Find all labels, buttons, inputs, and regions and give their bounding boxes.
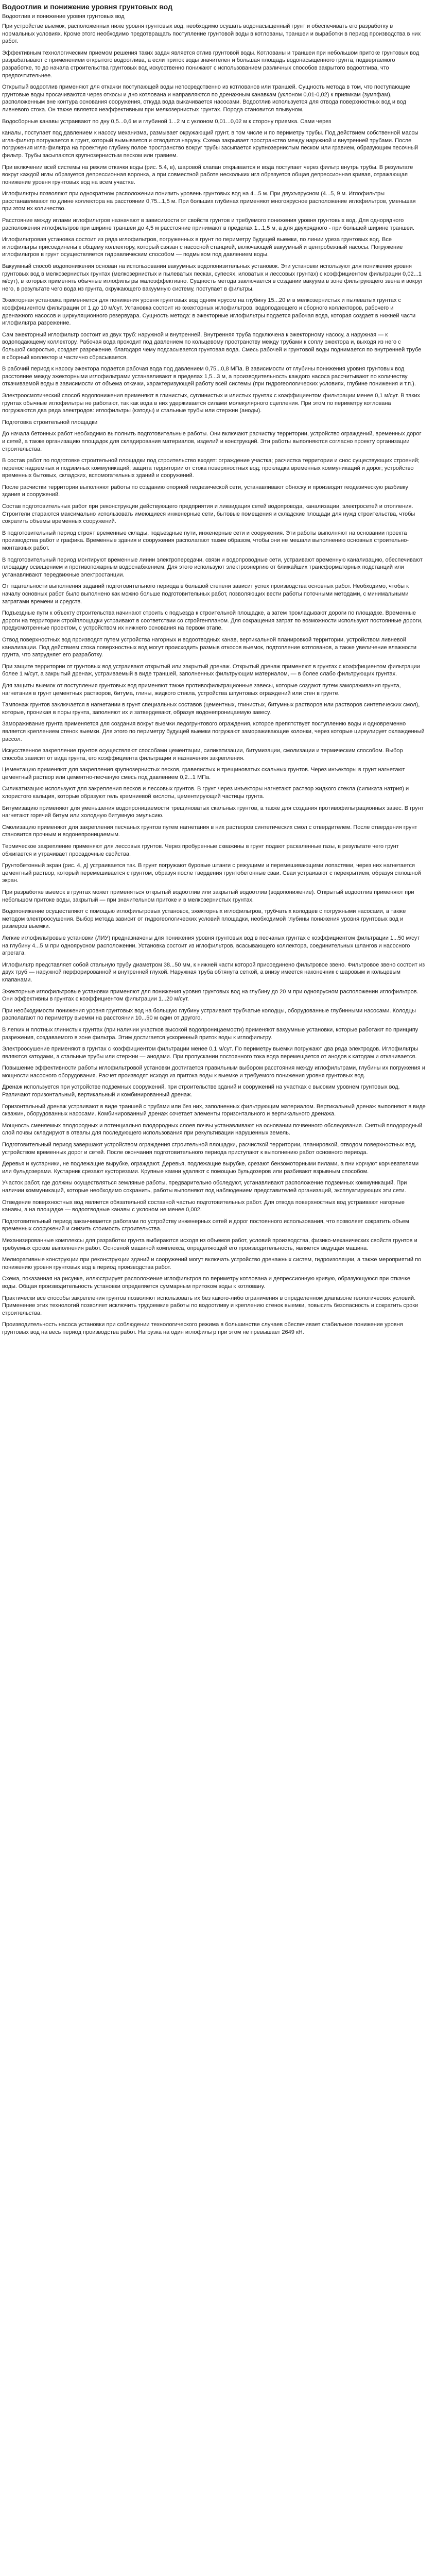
paragraph: Подготовка строительной площадки	[2, 419, 98, 426]
paragraph: Битумизацию применяют для уменьшения водопроницаемости трещиноватых скальных грунтов, а также для создания противофильтрационных завес. В грунт нагнетают горячий битум или холодную битумную эмульсию.	[2, 805, 424, 819]
paragraph: Иглофильтр представляет собой стальную трубу диаметром 38...50 мм, к нижней части которой присоединено фильтровое звено. Фильтровое звено состоит из двух труб — наружной перфорированной и внутренней глухой. Наружная труба обтянута сеткой, а внизу имеется наконечник с шаровым и кольцевым клапанами.	[2, 961, 425, 983]
paragraph: В подготовительный период строят временные склады, подъездные пути, инженерные сети и сооружения. Эти работы выполняют на основании проекта производства работ и графика. Временные здания и сооружения располагают таким образом, чтобы они не мешали выполнению основных строительно-монтажных работ.	[2, 530, 409, 552]
paragraph: Грунтобетонный экран (рис. 4, д) устраивается так. В грунт погружают буровые штанги с режущими и перемешивающими лопастями, через них нагнетается цементный раствор, который перемешивается с грунтом, образуя после твердения грунтобетонные сваи. Сваи устраивают с перекрытием, образуя сплошной экран.	[2, 862, 421, 884]
paragraph: Эжекторные иглофильтровые установки применяют для понижения уровня грунтовых вод на глубину до 20 м при одноярусном расположении иглофильтров. Они эффективны в грунтах с коэффициентом фильтрации 1...20 м/сут.	[2, 988, 418, 1003]
page-subtitle: Водоотлив и понижение уровня грунтовых вод	[2, 13, 125, 20]
paragraph: Вакуумный способ водопонижения основан на использовании вакуумных водопонизительных установок. Эти установки используют для понижения уровня грунтовых вод в мелкозернистых грунтах (мелкозернистых и пылеватых песках, супесях, иловатых и лессовых грунтах) с коэффициентом фильтрации 0,02...1 м/сут), в которых применять обычные иглофильтры малоэффективно. Сущность метода заключается в создании вакуума в зоне фильтрующего звена и вокруг него, в результате чего вода из грунта, окружающего вакуумную систему, поступает в фильтры.	[2, 263, 423, 292]
paragraph: Дренаж используется при устройстве подземных сооружений, при строительстве зданий и сооружений на участках с высоким уровнем грунтовых вод. Различают горизонтальный, вертикальный и комбинированный дренаж.	[2, 1084, 400, 1098]
paragraph: Водосборные канавы устраивают по дну 0,5...0,6 м и глубиной 1...2 м с уклоном 0,01...0,02 м к сторону приямка. Сами через	[2, 118, 332, 125]
article-body	[2, 23, 426, 1336]
paragraph: Открытый водоотлив применяют для откачки поступающей воды непосредственно из котлованов или траншей. Сущность метода в том, что поступающие грунтовые воды просачиваются через откосы и дно котлована и направляются по дренажным канавкам (уклоном 0,01-0,02) к приямкам (зумпфам), расположенным вне контура основания сооружения, откуда вода выкачивается насосами. Водоотлив используется для отвода поверхностных вод и вод ливневого стока. Он также является неэффективным при мелкозернистых грунтах. Порода становится плывуном.	[2, 84, 410, 113]
paragraph: В состав работ по подготовке строительной площадки под строительство входят: ограждение участка; расчистка территории и снос существующих строений; перенос надземных и подземных коммуникаций; защита территории от стока поверхностных вод; прокладка временных коммуникаций и дорог; устройство временных бытовых, складских, вспомогательных зданий и сооружений.	[2, 457, 420, 479]
paragraph: Замораживание грунта применяется для создания вокруг выемки ледогрунтового ограждения, которое препятствует поступлению воды и одновременно является креплением стенок выемки. Для этого по периметру будущей выемки погружают замораживающие колонки, через которые циркулирует охлажденный рассол.	[2, 721, 425, 742]
paragraph: При устройстве выемок, расположенных ниже уровня грунтовых вод, необходимо осушать водонасыщенный грунт и обеспечивать его разработку в нормальных условиях. Кроме этого необходимо предотвращать поступление грунтовой воды в котлованы, траншеи и выработки в период производства в них работ.	[2, 23, 421, 45]
paragraph: Подъездные пути к объекту строительства начинают строить с подъезда к строительной площадке, а затем прокладывают дороги по площадке. Временные дороги на территории стройплощадки устраивают в соответствии со стройгенпланом. Для сокращения затрат по возможности используют постоянные дороги, предусмотренные проектом, с устройством их нижнего основания на первом этапе.	[2, 610, 423, 632]
paragraph: При включении всей системы на режим откачки воды (рис. 5.4, в), шаровой клапан открывается и вода поступает через фильтр внутрь трубы. В результате вокруг каждой иглы образуется депрессионная воронка, а при совместной работе нескольких игл образуется общая депрессионная кривая, отражающая понижение уровня грунтовых вод на всем участке.	[2, 164, 413, 185]
paragraph: Искусственное закрепление грунтов осуществляют способами цементации, силикатизации, битумизации, смолизации и термическим способом. Выбор способа зависит от вида грунта, его коэффициента фильтрации и назначения закрепления.	[2, 748, 403, 761]
paragraph: Производительность насоса установки при соблюдении технологического режима в большинстве случаев обеспечивает стабильное понижение уровня грунтовых вод на весь период производства работ. Нагрузка на один иглофильтр при этом не превышает 2649 кН.	[2, 1321, 403, 1335]
paragraph: Мощность сменяемых плодородных и потенциально плодородных слоев почвы устанавливают на основании почвенного обследования. Снятый плодородный слой почвы складируют в отвалы для последующего использования при рекультивации нарушенных земель.	[2, 1122, 423, 1137]
paragraph: Для защиты выемок от поступления грунтовых вод применяют также противофильтрационные завесы, которые создают путем замораживания грунта, нагнетания в грунт цементных растворов, битума, глины, жидкого стекла, устройства шпунтовых ограждений или стен в грунте.	[2, 682, 401, 697]
paragraph: Электроосушение применяют в грунтах с коэффициентом фильтрации менее 0,1 м/сут. По периметру выемки погружают два ряда электродов. Иглофильтры являются катодами, а стальные трубы или стержни — анодами. При пропускании постоянного тока вода перемещается от анодов к катодам и откачивается.	[2, 1046, 418, 1060]
paragraph: Деревья и кустарники, не подлежащие вырубке, ограждают. Деревья, подлежащие вырубке, срезают бензомоторными пилами, а пни корчуют корчевателями или бульдозерами. Кустарник срезают кусторезами. Крупные камни удаляют с помощью бульдозеров или разбивают взрывным способом.	[2, 1161, 419, 1175]
paragraph: Эффективным технологическим приемом решения таких задач является отлив грунтовой воды. Котлованы и траншеи при небольшом притоке грунтовых вод разрабатывают с применением открытого водоотлива, а если приток воды значителен и большая площадь водонасыщенного грунта, подвергаемого разработке, то до начала строительства грунтовых вод искусственно понижают с использованием различных способов закрытого водоотлива, что предпочтительнее.	[2, 49, 420, 79]
paragraph: В легких и плотных глинистых грунтах (при наличии участков высокой водопроницаемости) применяют вакуумные установки, которые работают по принципу разрежения, создаваемого в зоне фильтра. Этим достигается ускоренный приток воды к иглофильтру.	[2, 1026, 418, 1041]
paragraph: Легкие иглофильтровые установки (ЛИУ) предназначены для понижения уровня грунтовых вод в песчаных грунтах с коэффициентом фильтрации 1...50 м/сут на глубину 4...5 м при одноярусном расположении. Установка состоит из иглофильтров, всасывающего коллектора, соединительных шлангов и насосного агрегата.	[2, 935, 420, 957]
paragraph: Иглофильтры позволяют при однократном расположении понизить уровень грунтовых вод на 4...5 м. При двухъярусном (4...5, 9 м. Иглофильтры расстанавливают по длине коллектора на расстоянии 0,75...1,5 м. При больших глубинах применяют многоярусное расположение иглофильтров, уменьшая при этом их количество.	[2, 191, 416, 212]
paragraph: Тампонаж грунтов заключается в нагнетании в грунт специальных составов (цементных, глинистых, битумных растворов или растворов синтетических смол), которые, проникая в поры грунта, заполняют их и затвердевают, образуя водонепроницаемую завесу.	[2, 702, 420, 716]
paragraph: Повышение эффективности работы иглофильтровой установки достигается правильным выбором расстояния между иглофильтрами, глубины их погружения и мощности насосного оборудования. Расчет производят исходя из притока воды к выемке и требуемого понижения уровня грунтовых вод.	[2, 1065, 425, 1079]
paragraph: Состав подготовительных работ при реконструкции действующего предприятия и ликвидация сетей водопровода, канализации, электросетей и отопления. Строители стараются максимально использовать имеющиеся инженерные сети, бытовые помещения и складские площади для нужд строительства, чтобы сократить объемы временных сооружений.	[2, 503, 415, 525]
paragraph: Практически все способы закрепления грунтов позволяют использовать их без какого-либо ограничения в определенном диапазоне геологических условий. Применение этих технологий позволяет исключить трудоемкие работы по водоотливу и креплению стенок выемки, повысить безопасность и сократить сроки строительства.	[2, 1295, 418, 1316]
paragraph: Отвод поверхностных вод производят путем устройства нагорных и водоотводных канав, вертикальной планировкой территории, устройством ливневой канализации. Под действием стока поверхностных вод могут происходить размыв откосов выемок, подтопление котлованов, а также увеличение влажности грунта, что затрудняет его разработку.	[2, 636, 416, 658]
paragraph: Мелиоративные конструкции при реконструкции зданий и сооружений могут включать устройство дренажных систем, гидроизоляции, а также мероприятий по понижению уровня грунтовых вод в период производства работ.	[2, 1257, 422, 1270]
paragraph: Иглофильтровая установка состоит из ряда иглофильтров, погруженных в грунт по периметру будущей выемки, по линии уреза грунтовых вод. Все иглофильтры присоединены к общему коллектору, который связан с насосной станцией, включающей вакуумный и центробежный насосы. Погружение иглофильтров в грунт осуществляется гидравлическим способом — подмывом под давлением воды.	[2, 236, 403, 258]
paragraph: Расстояние между иглами иглофильтров назначают в зависимости от свойств грунтов и требуемого понижения уровня грунтовых вод. Для однорядного расположения иглофильтров при ширине траншеи до 4,5 м расстояние принимают в пределах 1...1,5 м, а для двухрядного - при большей ширине траншеи.	[2, 217, 415, 231]
paragraph: Участок работ, где должны осуществляться земляные работы, предварительно обследуют, устанавливают расположение подземных коммуникаций. При наличии коммуникаций, которые необходимо сохранить, работы выполняют под наблюдением представителей организаций, эксплуатирующих эти сети.	[2, 1180, 407, 1194]
paragraph: При защите территории от грунтовых вод устраивают открытый или закрытый дренаж. Открытый дренаж применяют в грунтах с коэффициентом фильтрации более 1 м/сут, а закрытый дренаж, устраиваемый в виде траншей, заполненных фильтрующим материалом, — в более слабо фильтрующих грунтах.	[2, 663, 420, 677]
paragraph: Горизонтальный дренаж устраивают в виде траншей с трубами или без них, заполненных фильтрующим материалом. Вертикальный дренаж выполняют в виде скважин, оборудованных насосами. Комбинированный дренаж сочетает элементы горизонтального и вертикального дренажа.	[2, 1103, 426, 1117]
paragraph: В рабочий период к насосу эжектора подается рабочая вода под давлением 0,75...0,8 МПа. В зависимости от глубины понижения уровня грунтовых вод расстояние между эжекторными иглофильтрами устанавливают в пределах 1,5...3 м, а производительность каждого насоса рассчитывают по количеству откачиваемой воды в зависимости от объема откачки, характеризующей работу всей системы (при гидрогеологических условиях, глубине понижения и т.п.).	[2, 366, 416, 387]
paragraph: каналы, поступает под давлением к насосу механизма, размывает окружающий грунт, в том числе и по периметру трубы. Под действием собственной массы игла-фильтр погружается в грунт, который вымывается и отводится наружу. Схема закрывает пространство между наружной и внутренней трубами. После погружения игла-фильтра на проектную глубину полое пространство вокруг трубы засыпается крупнозернистым песком или гравием, образующим песочный фильтр. Трубы засыпаются крупнозернистым песком или гравием.	[2, 130, 418, 159]
paragraph: До начала бетонных работ необходимо выполнить подготовительные работы. Они включают расчистку территории, устройство ограждений, временных дорог и сетей, а также организацию площадок для складирования материалов, изделий и конструкций. Эти работы выполняются согласно проекту организации строительства.	[2, 431, 422, 452]
paragraph: Цементацию применяют для закрепления крупнозернистых песков, гравелистых и трещиноватых скальных грунтов. Через инъекторы в грунт нагнетают цементный раствор или цементно-песчаную смесь под давлением 0,2...1 МПа.	[2, 767, 405, 781]
paragraph: Смолизацию применяют для закрепления песчаных грунтов путем нагнетания в них растворов синтетических смол с отвердителем. После отвердения грунт становится прочным и водонепроницаемым.	[2, 824, 417, 838]
paragraph: Водопонижение осуществляют с помощью иглофильтровых установок, эжекторных иглофильтров, трубчатых колодцев с погружными насосами, а также методом электроосушения. Выбор метода зависит от гидрогеологических условий площадки, необходимой глубины понижения уровня грунтовых вод и размеров выемки.	[2, 908, 406, 930]
paragraph: Сам эжекторный иглофильтр состоит из двух труб: наружной и внутренней. Внутренняя труба подключена к эжекторному насосу, а наружная — к водоподающему коллектору. Рабочая вода проходит под давлением по кольцевому пространству между трубами к соплу эжектора и, выходя из него с большой скоростью, создает разрежение, благодаря чему подсасывается грунтовая вода. Смесь рабочей и грунтовой воды поднимается по внутренней трубе в сборный коллектор и частично сбрасывается.	[2, 331, 422, 361]
paragraph: Схема, показанная на рисунке, иллюстрирует расположение иглофильтров по периметру котлована и депрессионную кривую, образующуюся при откачке воды. Общая производительность установки определяется суммарным притоком воды к котловану.	[2, 1276, 410, 1290]
paragraph: Подготовительный период заканчивается работами по устройству инженерных сетей и дорог постоянного использования, что позволяет сократить объем временных сооружений и снизить стоимость строительства.	[2, 1218, 409, 1232]
paragraph: При необходимости понижения уровня грунтовых вод на большую глубину устраивают трубчатые колодцы, оборудованные глубинными насосами. Колодцы располагают по периметру выемки на расстоянии 10...50 м один от другого.	[2, 1007, 416, 1022]
paragraph: Подготовительный период завершают устройством ограждения строительной площадки, расчисткой территории, планировкой, отводом поверхностных вод, устройством временных дорог и сетей. После окончания подготовительного периода приступают к выполнению работ основного периода.	[2, 1142, 416, 1156]
paragraph: Эжекторная установка применяется для понижения уровня грунтовых вод одним ярусом на глубину 15...20 м в мелкозернистых и пылеватых грунтах с коэффициентом фильтрации от 1 до 10 м/сут. Установка состоит из эжекторных иглофильтров, водоподающего и сборного коллекторов, рабочего и дренажного насосов и циркуляционного резервуара. Сущность метода: в эжекторные иглофильтры подается рабочая вода, которая создает в нижней части иглофильтра разрежение.	[2, 297, 416, 327]
paragraph: В подготовительный период монтируют временные линии электропередачи, связи и водопроводные сети, устраивают временную канализацию, обеспечивают площадку освещением и противопожарным водоснабжением. Для этого используют электроэнергию от ближайших трансформаторных подстанций или устанавливают передвижные электростанции.	[2, 556, 423, 578]
paragraph: От тщательности выполнения заданий подготовительного периода в большой степени зависит успех производства основных работ. Необходимо, чтобы к началу основных работ было выполнено как можно больше подготовительных работ, позволяющих вести работы поточными методами, с минимальными затратами времени и средств.	[2, 583, 409, 605]
paragraph: При разработке выемок в грунтах может применяться открытый водоотлив или закрытый водоотлив (водопонижение). Открытый водоотлив применяют при небольшом притоке воды, закрытый — при значительном притоке и в мелкозернистых грунтах.	[2, 889, 414, 903]
paragraph: Электроосмотический способ водопонижения применяют в глинистых, суглинистых и илистых грунтах с коэффициентом фильтрации менее 0,1 м/сут. В таких грунтах обычные иглофильтры не работают, так как вода в них удерживается силами молекулярного сцепления. При этом по периметру котлована погружаются два ряда электродов: иглофильтры (катоды) и стальные трубы или стержни (аноды).	[2, 392, 420, 414]
paragraph: После расчистки территории выполняют работы по созданию опорной геодезической сети, устанавливают обноску и производят геодезическую разбивку здания и сооружений.	[2, 484, 408, 498]
paragraph: Силикатизацию используют для закрепления песков и лессовых грунтов. В грунт через инъекторы нагнетают раствор жидкого стекла (силиката натрия) и хлористого кальция, которые образуют гель кремниевой кислоты, цементирующий частицы грунта.	[2, 786, 409, 800]
paragraph: Термическое закрепление применяют для лессовых грунтов. Через пробуренные скважины в грунт подают раскаленные газы, в результате чего грунт обжигается и утрачивает просадочные свойства.	[2, 843, 399, 857]
paragraph: Механизированные комплексы для разработки грунта выбираются исходя из объемов работ, условий производства, физико-механических свойств грунтов и требуемых сроков выполнения работ. Основной машиной комплекса, определяющей его производительность, является ведущая машина.	[2, 1237, 417, 1251]
paragraph: Отведение поверхностных вод является обязательной составной частью подготовительных работ. Для отвода поверхностных вод устраивают нагорные канавы, а на площадке — водоотводные канавы с уклоном не менее 0,002.	[2, 1199, 405, 1213]
page-title: Водоотлив и понижение уровня грунтовых вод	[2, 3, 173, 11]
